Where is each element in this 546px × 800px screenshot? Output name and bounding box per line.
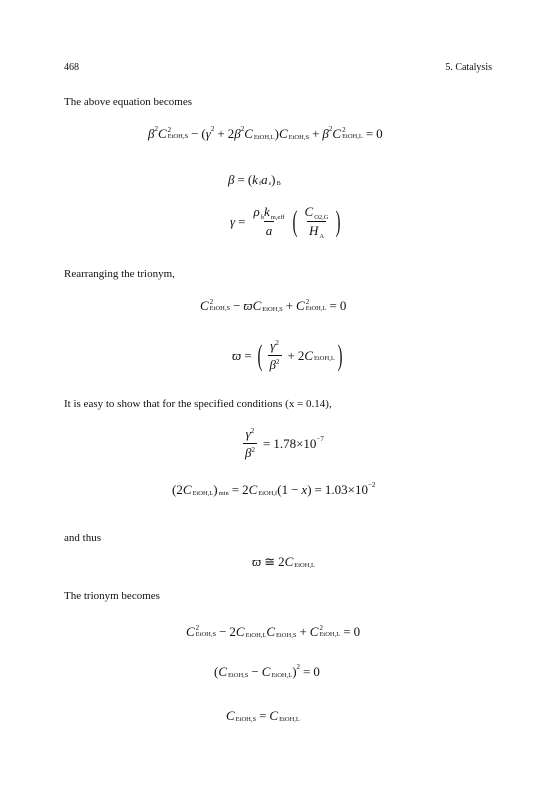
equation-3: γ = $\frac{\rho_bk_{m,eff}}{a}$ ( $\frac{C_{O2,G}}{H_A}$ ) bbox=[230, 204, 341, 240]
equation-7: (2 C EtOH,L ) min = 2 C EtOH,f (1 − x ) = 1.03×10 −2 bbox=[172, 481, 376, 497]
equation-9: C 2 EtOH,S − 2 C EtOH,L C EtOH,S + C 2 EtOH,L = 0 bbox=[186, 624, 361, 639]
equation-10: ( C EtOH,S − C EtOH,L ) 2 = 0 bbox=[214, 663, 320, 679]
paragraph-2: Rearranging the trionym, bbox=[64, 268, 175, 280]
equation-4: C 2 EtOH,S − ϖ C EtOH,S + C 2 EtOH,L = 0 bbox=[200, 298, 347, 313]
equation-6: $\frac{\gamma^2}{\beta^2}$ = 1.78×10 −7 bbox=[245, 426, 324, 460]
paragraph-3: It is easy to show that for the specified conditions (x = 0.14), bbox=[64, 398, 332, 410]
paragraph-1: The above equation becomes bbox=[64, 96, 192, 108]
paragraph-4: and thus bbox=[64, 532, 101, 544]
equation-2: β = ( k f a s ) B bbox=[228, 172, 281, 187]
equation-5: ϖ = ( $\frac{\gamma^2}{\beta^2}$ + 2 C EtOH,L ) bbox=[232, 338, 343, 372]
page-number: 468 bbox=[64, 62, 79, 73]
paragraph-5: The trionym becomes bbox=[64, 590, 160, 602]
equation-1: β 2 C 2 EtOH,S − ( γ 2 + 2 β 2 C EtOH,L ) C EtOH,S + β 2 C 2 EtOH,L = 0 bbox=[148, 125, 383, 141]
running-header: 5. Catalysis bbox=[445, 62, 492, 73]
equation-11: C EtOH,S = C EtOH,L bbox=[226, 708, 300, 723]
equation-8: ϖ ≅ 2 C EtOH,L bbox=[252, 554, 316, 569]
